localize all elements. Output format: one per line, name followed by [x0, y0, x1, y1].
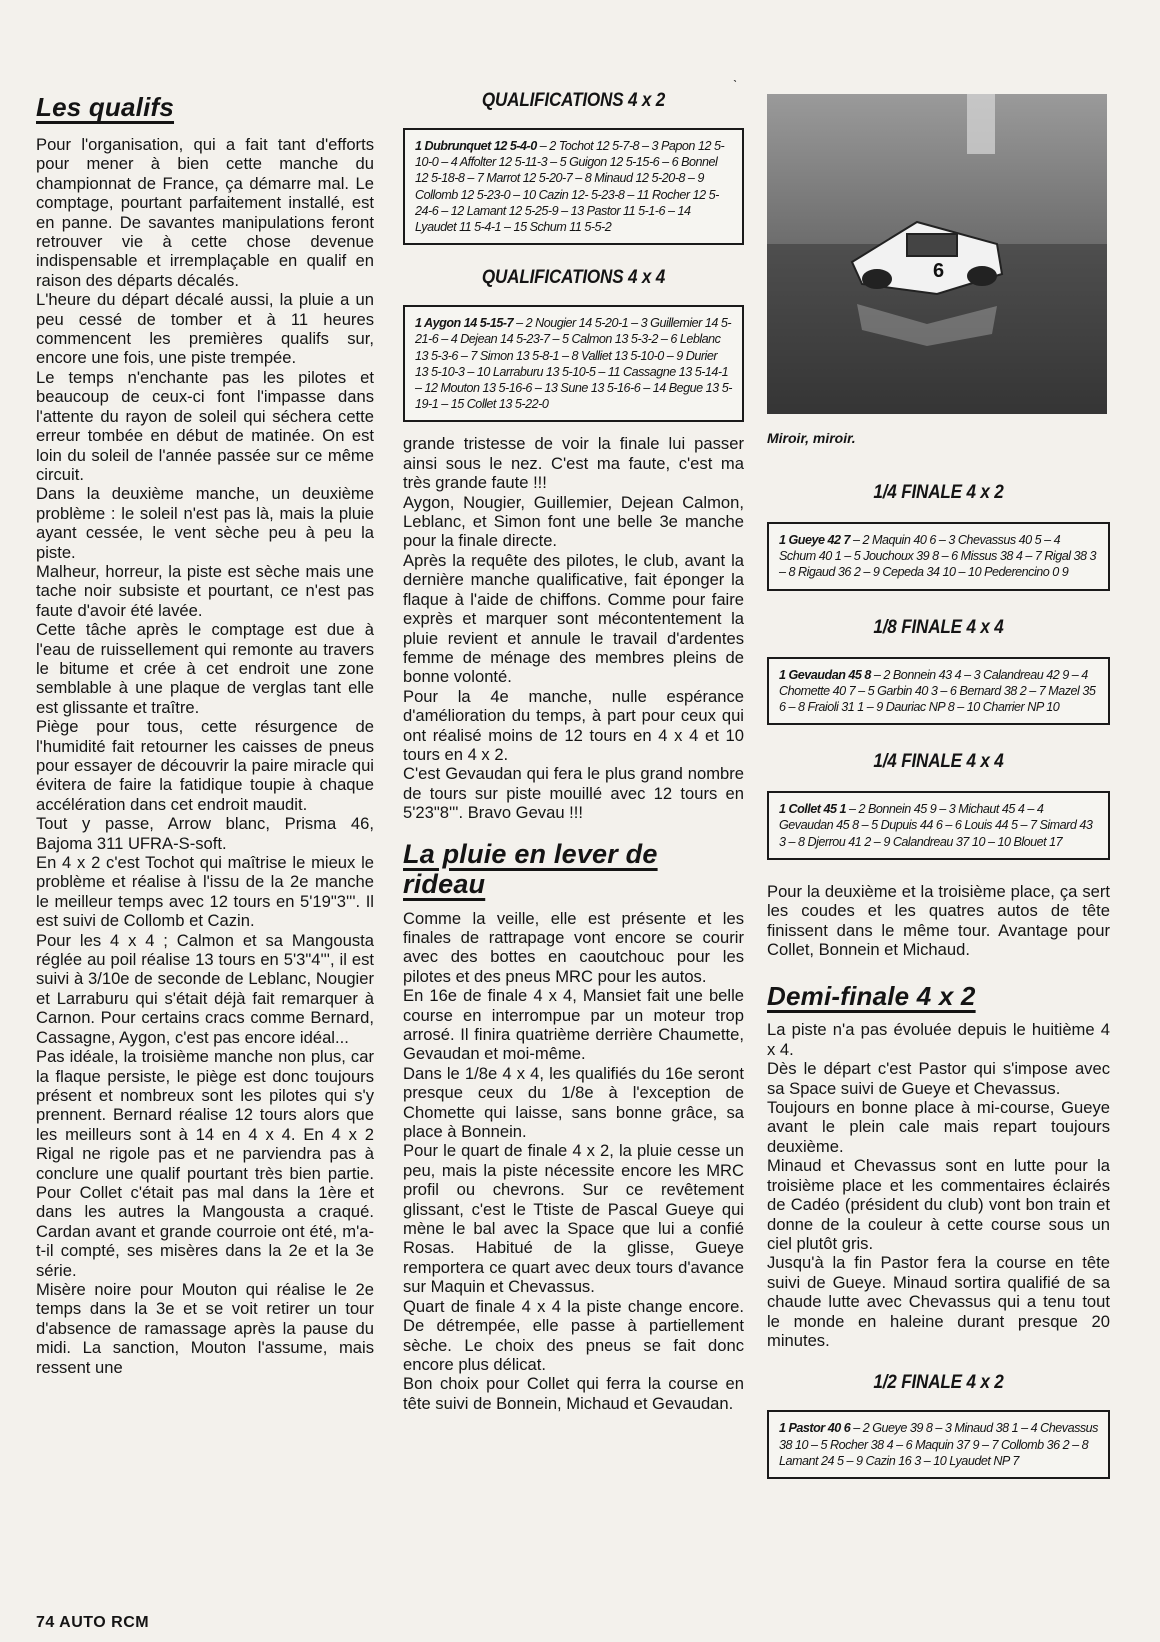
paragraph: Pas idéale, la troisième manche non plus, car la flaque persiste, le piège est donc toujours présent et nombreux sont les pilotes qui s'y prennent. Bernard réalise 12 tours alors que les meilleurs sont à 14 en 4 x 4. En 4 x 2 Rigal ne rigole pas et ne parviendra pas à conclure une qualif pourtant très bien partie. Pour Collet c'était pas mal dans la 1ère et dans les autres la Mangousta a craqué. Cardan avant et grande courroie ont été, m'a-t-il compté, ses misères dans la 2e et la 3e série.: [36, 1047, 374, 1280]
middle-body-2: [403, 909, 744, 1414]
paragraph: Comme la veille, elle est présente et les finales de rattrapage vont encore se courir avec des bottes en caoutchouc pour les pilotes et des pneus MRC pour les autos.: [403, 908, 744, 986]
paragraph: Aygon, Nougier, Guillemier, Dejean Calmon, Leblanc, et Simon font une belle 3e manche pour la finale directe.: [403, 492, 744, 551]
results-title: 1/4 FINALE 4 x 2: [873, 482, 1004, 503]
results-qualif-4x4: [403, 267, 744, 422]
results-winner: 1 Gevaudan 45 8: [779, 667, 871, 682]
results-title: QUALIFICATIONS 4 x 4: [481, 267, 666, 289]
stray-mark: ˎ: [733, 66, 738, 82]
results-list: – 2 Gueye 39 8 – 3 Minaud 38 1 – 4 Chevassus 38 10 – 5 Rocher 38 4 – 6 Maquin 37 9 – 7 Collomb 36 2 – 8 Lamant 24 5 – 9 Cazin 16 3 – 10 Lyaudet NP 7: [779, 1421, 1098, 1468]
results-box: [767, 791, 1110, 860]
results-list: – 2 Maquin 40 6 – 3 Chevassus 40 5 – 4 Schum 40 1 – 5 Jouchoux 39 8 – 6 Missus 38 4 – 7 Rigal 38 3 – 8 Rigaud 36 2 – 9 Cepeda 34 10 – 10 Pederencino 0 9: [779, 533, 1097, 580]
paragraph: Tout y passe, Arrow blanc, Prisma 46, Bajoma 311 UFRA-S-soft.: [36, 814, 374, 853]
section-title-pluie: La pluie en lever de rideau: [403, 838, 658, 899]
results-winner: 1 Dubrunquet 12 5-4-0: [415, 139, 537, 153]
paragraph: Après la requête des pilotes, le club, avant la dernière manche qualificative, fait éponger la flaque à l'aide de chiffons. Comme pour faire exprès et marquer sont mécontentement la pluie revient et annule le travail d'ardentes femme de ménage des membres pleins de bonne volonté.: [403, 550, 744, 687]
paragraph: Dès le départ c'est Pastor qui s'impose avec sa Space suivi de Gueye et Chevassus.: [767, 1059, 1110, 1098]
car-number: 6: [933, 260, 945, 282]
middle-body: [403, 434, 744, 822]
paragraph: Le temps n'enchante pas les pilotes et beaucoup de ceux-ci font l'impasse dans l'attente du rayon de soleil qui séchera cette erreur tombée en début de matinée. On est loin du soleil de l'année passée sur ce même circuit.: [36, 367, 374, 484]
paragraph: Pour la deuxième et la troisième place, ça sert les coudes et les quatres autos de tête finissent dans le même tour. Avantage pour Collet, Bonnein et Michaud.: [767, 881, 1110, 960]
paragraph: Pour la 4e manche, nulle espérance d'amélioration du temps, à part pour ceux qui ont réalisé moins de 12 tours en 4 x 4 et 10 tours en 4 x 2.: [403, 686, 744, 764]
paragraph: En 16e de finale 4 x 4, Mansiet fait une belle course en interrompue par un moteur trop arrosé. Il finira quatrième derrière Chaumette, Gevaudan et moi-même.: [403, 986, 744, 1064]
results-title: 1/8 FINALE 4 x 4: [873, 616, 1004, 638]
paragraph: Quart de finale 4 x 4 la piste change encore. De détrempée, elle passe à partiellement sèche. Le choix des pneus se fait donc encore plus délicat.: [403, 1296, 744, 1374]
paragraph: Piège pour tous, cette résurgence de l'humidité fait retourner les caisses de pneus pour essayer de découvrir la paire miracle qui évitera de faire la fatidique toupie à chaque accélération dans cet endroit maudit.: [36, 717, 374, 814]
results-quart-4x4: [767, 751, 1110, 860]
left-body: [36, 135, 374, 1377]
results-winner: 1 Pastor 40 6: [779, 1421, 851, 1436]
paragraph: Dans le 1/8e 4 x 4, les qualifiés du 16e seront presque ceux du 1/8e à l'exception de Chomette qui laisse, sans bonne grâce, sa place à Bonnein.: [403, 1063, 744, 1142]
results-title: 1/4 FINALE 4 x 4: [873, 751, 1004, 773]
paragraph: Minaud et Chevassus sont en lutte pour la troisième place et les commentaires éclairés de Cadéo (président du club) vont bon train et donne de la couleur à cette course sous un ciel plutôt gris.: [767, 1156, 1110, 1253]
paragraph: Dans la deuxième manche, un deuxième problème : le soleil n'est pas là, mais la pluie ayant cessée, le vent sèche peu à peu la piste.: [36, 484, 374, 562]
paragraph: En 4 x 2 c'est Tochot qui maîtrise le mieux le problème et réalise à l'issu de la 2e manche le meilleur temps avec 12 tours en 5'19"3'''. Il est suivi de Collomb et Cazin.: [36, 853, 374, 931]
results-title: QUALIFICATIONS 4 x 2: [481, 90, 666, 111]
results-qualif-4x2: [403, 90, 744, 245]
results-list: – 2 Tochot 12 5-7-8 – 3 Papon 12 5-10-0 – 4 Affolter 12 5-11-3 – 5 Guigon 12 5-15-6 – 6 Bonnel 12 5-18-8 – 7 Marrot 12 5-20-7 – 8 Minaud 12 5-20-8 – 9 Collomb 12 5-23-0 – 10 Cazin 12- 5-23-8 – 11 Rocher 12 5-24-6 – 12 Lamant 12 5-25-9 – 13 Pastor 11 5-1-6 – 14 Lyaudet 11 5-4-1 – 15 Schum 11 5-5-2: [415, 139, 725, 235]
results-list: – 2 Bonnein 43 4 – 3 Calandreau 42 9 – 4 Chomette 40 7 – 5 Garbin 40 3 – 6 Bernard 38 2 – 7 Mazel 35 6 – 8 Fraioli 31 1 – 9 Dauriac NP 8 – 10 Charrier NP 10: [779, 667, 1096, 715]
left-column: [36, 90, 374, 1377]
paragraph: L'heure du départ décalé aussi, la pluie a un peu cessé de tomber et à 11 heures commencent les premières qualifs sur, encore une fois, une piste trempée.: [36, 290, 374, 368]
paragraph: Malheur, horreur, la piste est sèche mais une tache noir subsiste et pourtant, ce n'est pas faute d'avoir été lavée.: [36, 561, 374, 620]
section-title-qualifs: Les qualifs: [36, 92, 175, 122]
paragraph: C'est Gevaudan qui fera le plus grand nombre de tours sur piste mouillé avec 12 tours en 5'23"8'''. Bravo Gevau !!!: [403, 764, 744, 823]
results-winner: 1 Collet 45 1: [779, 802, 846, 817]
results-box: [767, 522, 1110, 591]
paragraph: La piste n'a pas évoluée depuis le huitième 4 x 4.: [767, 1020, 1110, 1059]
race-car-illustration: [767, 94, 1107, 414]
paragraph: Jusqu'à la fin Pastor fera la course en tête suivi de Gueye. Minaud sortira qualifié de sa chaude lutte avec Chevassus qui a tenu tout le monde en haleine durant presque 20 minutes.: [767, 1253, 1110, 1350]
paragraph: grande tristesse de voir la finale lui passer ainsi sous le nez. C'est ma faute, c'est ma très grande faute !!!: [403, 434, 744, 493]
paragraph: Toujours en bonne place à mi-course, Gueye avant le plein cale mais repart toujours deuxième.: [767, 1098, 1110, 1156]
page-footer: 74 AUTO RCM: [36, 1614, 150, 1631]
results-box: [403, 305, 744, 422]
paragraph: Pour les 4 x 4 ; Calmon et sa Mangousta réglée au poil réalise 13 tours en 5'3"4''', il est suivi à 3/10e de seconde de Leblanc, Nougier et Larraburu qui s'était déjà fait remarquer à Carnon. Pour certains cracs comme Bernard, Cassagne, Aygon, c'est pas encore idéal...: [36, 930, 374, 1047]
middle-column: [403, 90, 744, 1413]
results-box: [403, 128, 744, 245]
paragraph: Pour le quart de finale 4 x 2, la pluie cesse un peu, mais la piste nécessite encore les MRC profil ou chevrons. Sur ce revêtement glissant, c'est le Ttiste de Pascal Gueye qui mène le bal avec la Space que lui a confié Rosas. Habitué de la glisse, Gueye remportera ce quart avec deux tours d'avance sur Maquin et Chevassus.: [403, 1141, 744, 1297]
section-title-demi-finale: Demi-finale 4 x 2: [767, 981, 976, 1012]
results-demi-4x2: [767, 1372, 1110, 1479]
results-quart-4x2: [767, 482, 1110, 591]
right-column: [767, 90, 1110, 1479]
paragraph: Cette tâche après le comptage est due à l'eau de ruissellement qui remonte au travers le bitume et crée à cet endroit une zone semblable à une plaque de verglas tant elle est glissante et traître.: [36, 620, 374, 717]
results-box: [767, 1410, 1110, 1479]
results-list: – 2 Bonnein 45 9 – 3 Michaut 45 4 – 4 Gevaudan 45 8 – 5 Dupuis 44 6 – 6 Louis 44 5 – 7 Simard 43 3 – 8 Djerrou 41 2 – 9 Calandreau 37 10 – 10 Blouet 17: [779, 802, 1093, 849]
right-body: [767, 1020, 1110, 1350]
photo-caption: Miroir, miroir.: [767, 430, 856, 446]
results-title: 1/2 FINALE 4 x 2: [873, 1372, 1004, 1394]
results-box: [767, 657, 1110, 726]
paragraph: Bon choix pour Collet qui ferra la course en tête suivi de Bonnein, Michaud et Gevaudan.: [403, 1374, 744, 1413]
paragraph: Pour l'organisation, qui a fait tant d'efforts pour mener à bien cette manche du championnat de France, ça démarre mal. Le comptage, pourtant parfaitement installé, est en panne. De savantes manipulations feront retrouver vie à cette chose devenue indispensable et irremplaçable en qualif en raison des départs décalés.: [36, 135, 374, 290]
results-winner: 1 Aygon 14 5-15-7: [415, 316, 514, 331]
results-huitieme-4x4: [767, 617, 1110, 726]
results-winner: 1 Gueye 42 7: [779, 533, 851, 547]
race-car-photo: [767, 94, 1107, 414]
results-list: – 2 Nougier 14 5-20-1 – 3 Guillemier 14 5-21-6 – 4 Dejean 14 5-23-7 – 5 Calmon 13 5-3-2 – 6 Leblanc 13 5-3-6 – 7 Simon 13 5-8-1 – 8 Valliet 13 5-10-0 – 9 Durier 13 5-10-3 – 10 Larraburu 13 5-10-5 – 11 Cassagne 13 5-14-1 – 12 Mouton 13 5-16-6 – 13 Sune 13 5-16-6 – 14 Begue 13 5-19-1 – 15 Collet 13 5-22-0: [415, 316, 732, 412]
paragraph: Misère noire pour Mouton qui réalise le 2e temps dans la 3e et se voit retirer un tour d'absence de ramassage après la pause du midi. La sanction, Mouton l'assume, mais ressent une: [36, 1279, 374, 1377]
